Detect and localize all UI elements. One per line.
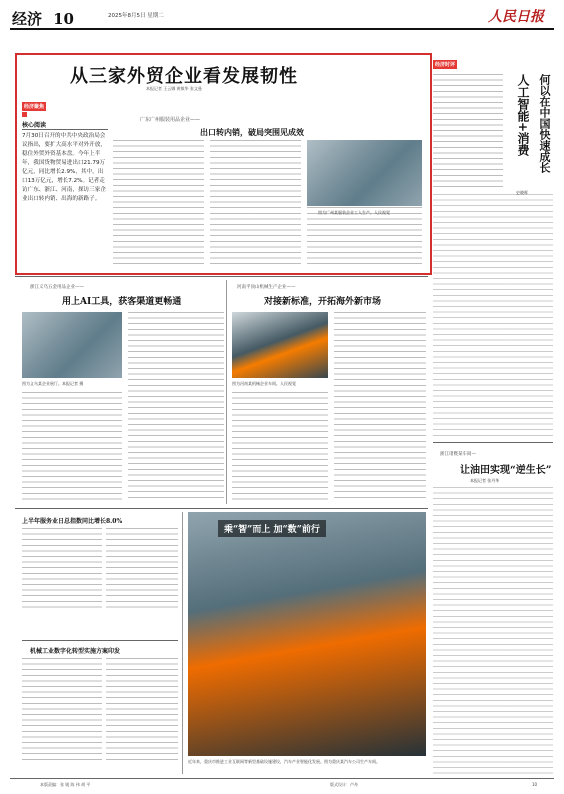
lower-body <box>433 487 553 774</box>
key-reading-label: 核心阅读 <box>22 122 47 129</box>
mid-right-caption: 图为河南某机械企业车间。人民视觉 <box>232 381 296 386</box>
mid-left-title[interactable]: 用上AI工具，获客渠道更畅通 <box>62 297 182 307</box>
mid-left-kicker: 浙江义乌五金用品企业—— <box>30 285 84 290</box>
brief-1-title[interactable]: 上半年服务业日总指数同比增长8.0% <box>22 518 123 525</box>
brief-2-body-col1 <box>22 658 102 764</box>
section-name: 经济 <box>12 10 43 28</box>
factory-photo <box>307 140 422 206</box>
mid-right-body-col2 <box>334 312 426 502</box>
lower-title[interactable]: 让油田实现“逆生长” <box>460 465 552 476</box>
economy-focus-tag: 经济聚焦 <box>24 104 45 110</box>
lower-kicker: 浙江诸暨某车间— <box>440 452 476 457</box>
mid-left-body-col1 <box>22 392 122 502</box>
tag-marker-icon <box>22 112 27 117</box>
photo-feature-title: 乘“智”而上 加“数”前行 <box>218 520 326 537</box>
mid-left-caption: 图为义乌某企业展厅。本报记者 摄 <box>22 381 84 386</box>
lead-headline[interactable]: 从三家外贸企业看发展韧性 <box>70 66 298 87</box>
divider <box>22 129 108 130</box>
column-divider <box>226 280 227 504</box>
article-body-col1 <box>113 140 204 266</box>
commentary-title-2[interactable]: 何以在中国快速成长 <box>538 74 551 173</box>
key-reading-text: 7月30日召开的中共中央政治局会议指出，要扩大高水平对外开放，稳住外贸外资基本盘。今年上半年，我国货物贸易进出口21.79万亿元，同比增长2.9%，其中，出口13万亿元，增长7.2%。记者走访广东、浙江、河南，探访三家企业出口转内销、出海的新路子。 <box>22 133 106 202</box>
page-number: 10 <box>53 10 74 28</box>
commentary-title-1[interactable]: 人工智能+消费 <box>516 74 530 157</box>
mid-left-body-col2 <box>128 312 224 502</box>
photo-feature-caption: 近年来，重庆市推进工业互联网等新型基础设施建设，汽车产业智能化发展。图为重庆某汽车公司生产车间。 <box>188 759 380 764</box>
article-body-col2 <box>210 140 301 266</box>
issue-date: 2025年8月5日 星期二 <box>108 13 164 19</box>
divider <box>433 442 553 443</box>
mid-right-kicker: 河南平顶山机械生产企业—— <box>237 285 296 290</box>
commentary-byline: 史晓晖 <box>516 190 528 195</box>
divider <box>22 640 178 641</box>
machinery-photo <box>232 312 328 378</box>
mid-right-title[interactable]: 对接新标准，开拓海外新市场 <box>264 297 382 307</box>
mid-right-body-col1 <box>232 392 328 502</box>
column-divider <box>182 512 183 774</box>
commentary-tag: 经济时评 <box>435 62 456 68</box>
section1-kicker: 广东广州服装用品企业—— <box>140 117 201 123</box>
commentary-intro <box>433 74 503 190</box>
factory-robot-photo <box>188 512 426 756</box>
divider <box>15 508 428 509</box>
header-rule <box>10 28 554 30</box>
brief-2-title[interactable]: 机械工业数字化转型实施方案印发 <box>30 648 121 655</box>
section1-title[interactable]: 出口转内销，破局突围见成效 <box>200 127 304 137</box>
footer-page-number: 10 <box>532 782 538 787</box>
lead-byline: 本报记者 王云娜 黄敏华 张文曼 <box>146 86 202 91</box>
brief-1-body-col1 <box>22 528 102 610</box>
key-reading-box <box>22 120 108 266</box>
brief-1-body-col2 <box>106 528 178 610</box>
lower-byline: 本报记者 张丹华 <box>470 478 500 483</box>
showroom-photo <box>22 312 122 378</box>
brief-2-body-col2 <box>106 658 178 764</box>
commentary-body <box>433 194 553 439</box>
photo-caption: 图为广州某服装企业工人生产。人民视觉 <box>318 210 390 215</box>
footer-editors: 本版责编：张 媛 陈 伟 胡 平 <box>40 782 91 787</box>
footer-designer: 版式设计：卢舟 <box>330 782 358 787</box>
footer-rule <box>10 778 554 779</box>
divider <box>15 276 428 277</box>
newspaper-logo: 人民日报 <box>488 9 544 25</box>
